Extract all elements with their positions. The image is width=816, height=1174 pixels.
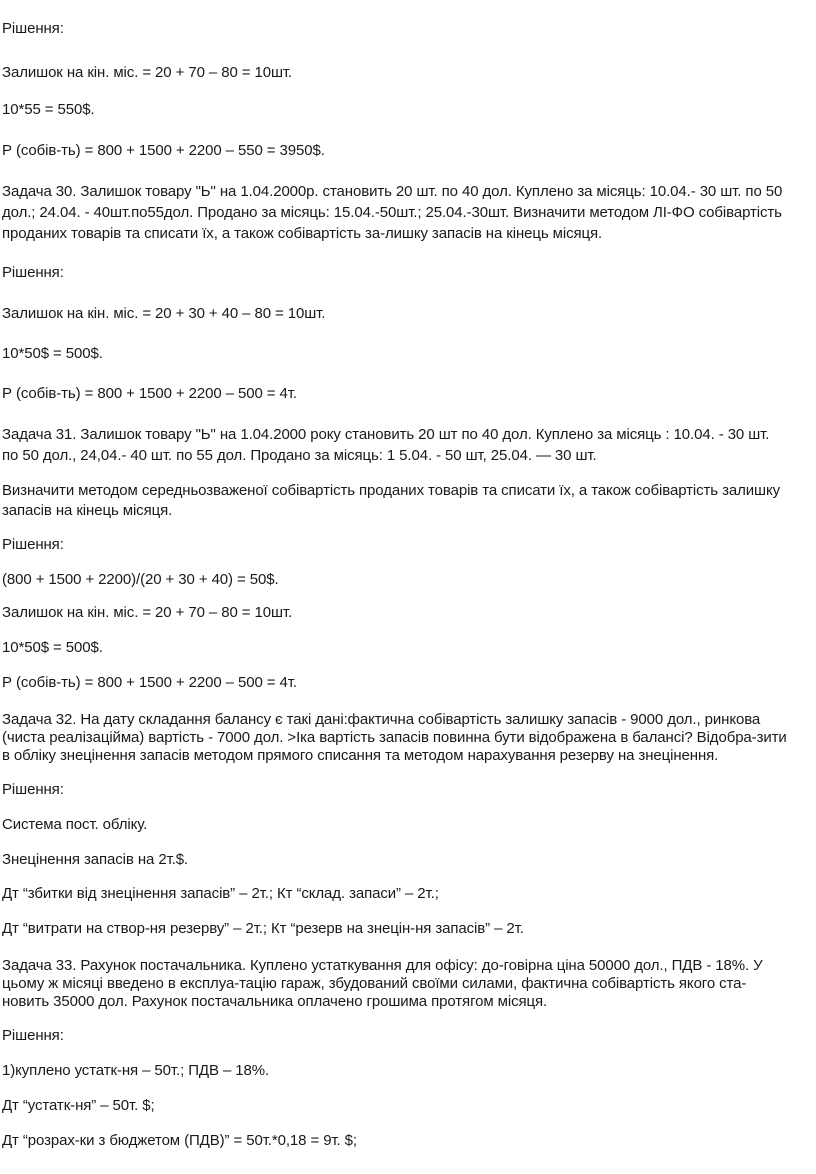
text-line: Дт “витрати на створ-ня резерву” – 2т.; Кт “резерв на знецін-ня запасів” – 2т. <box>2 920 524 937</box>
text-line: Рішення: <box>2 781 64 798</box>
text-line: Дт “збитки від знецінення запасів” – 2т.; Кт “склад. запаси” – 2т.; <box>2 885 439 902</box>
text-line: Задача 30. Залишок товару "Ь" на 1.04.2000р. становить 20 шт. по 40 дол. Куплено за місяць: 10.04.- 30 шт. по 50 <box>2 183 783 200</box>
text-line: Р (собів-ть) = 800 + 1500 + 2200 – 550 = 3950$. <box>2 142 325 159</box>
text-line: 10*50$ = 500$. <box>2 639 103 656</box>
text-line: Рішення: <box>2 20 64 37</box>
text-line: в обліку знецінення запасів методом прямого списання та методом нарахування резерву на знецінення. <box>2 747 719 764</box>
text-line: Задача 33. Рахунок постачальника. Куплено устаткування для офісу: до-говірна ціна 50000 дол., ПДВ - 18%. У <box>2 957 763 974</box>
text-line: цьому ж місяці введено в експлуа-тацію гараж, збудований своїми силами, фактична собівартість якого ста- <box>2 975 747 992</box>
text-line: Р (собів-ть) = 800 + 1500 + 2200 – 500 = 4т. <box>2 674 297 691</box>
text-line: проданих товарів та списати їх, а також собівартість за-лишку запасів на кінець місяця. <box>2 225 603 242</box>
text-line: Задача 32. На дату складання балансу є такі дані:фактична собівартість залишку запасів - 9000 дол., ринкова <box>2 711 761 728</box>
text-line: Залишок на кін. міс. = 20 + 70 – 80 = 10шт. <box>2 64 293 81</box>
text-line: Дт “устатк-ня” – 50т. $; <box>2 1097 155 1114</box>
text-line: Система пост. обліку. <box>2 816 148 833</box>
text-line: Залишок на кін. міс. = 20 + 70 – 80 = 10шт. <box>2 604 293 621</box>
text-line: 10*50$ = 500$. <box>2 345 103 362</box>
text-line: 1)куплено устатк-ня – 50т.; ПДВ – 18%. <box>2 1062 270 1079</box>
text-line: (чиста реалізаційма) вартість - 7000 дол. >Іка вартість запасів повинна бути відображена в балансі? Відобра-зити <box>2 729 787 746</box>
text-line: Визначити методом середньозваженої собівартість проданих товарів та списати їх, а також собівартість залишку <box>2 482 781 499</box>
text-line: запасів на кінець місяця. <box>2 502 173 519</box>
text-line: Р (собів-ть) = 800 + 1500 + 2200 – 500 = 4т. <box>2 385 297 402</box>
text-line: по 50 дол., 24,04.- 40 шт. по 55 дол. Продано за місяць: 1 5.04. - 50 шт, 25.04. — 30 шт. <box>2 447 597 464</box>
text-line: (800 + 1500 + 2200)/(20 + 30 + 40) = 50$. <box>2 571 279 588</box>
text-line: Дт “розрах-ки з бюджетом (ПДВ)” = 50т.*0,18 = 9т. $; <box>2 1132 357 1149</box>
text-line: Рішення: <box>2 264 64 281</box>
text-line: Рішення: <box>2 1027 64 1044</box>
text-line: Рішення: <box>2 536 64 553</box>
text-line: Знецінення запасів на 2т.$. <box>2 851 189 868</box>
text-line: Задача 31. Залишок товару "Ь" на 1.04.2000 року становить 20 шт по 40 дол. Куплено за місяць : 10.04. - 30 шт. <box>2 426 770 443</box>
text-line: новить 35000 дол. Рахунок постачальника оплачено грошима протягом місяця. <box>2 993 548 1010</box>
text-line: 10*55 = 550$. <box>2 101 95 118</box>
text-line: дол.; 24.04. - 40шт.по55дол. Продано за місяць: 15.04.-50шт.; 25.04.-30шт. Визначити методом ЛІ-ФО собівартість <box>2 204 782 221</box>
text-line: Залишок на кін. міс. = 20 + 30 + 40 – 80 = 10шт. <box>2 305 326 322</box>
